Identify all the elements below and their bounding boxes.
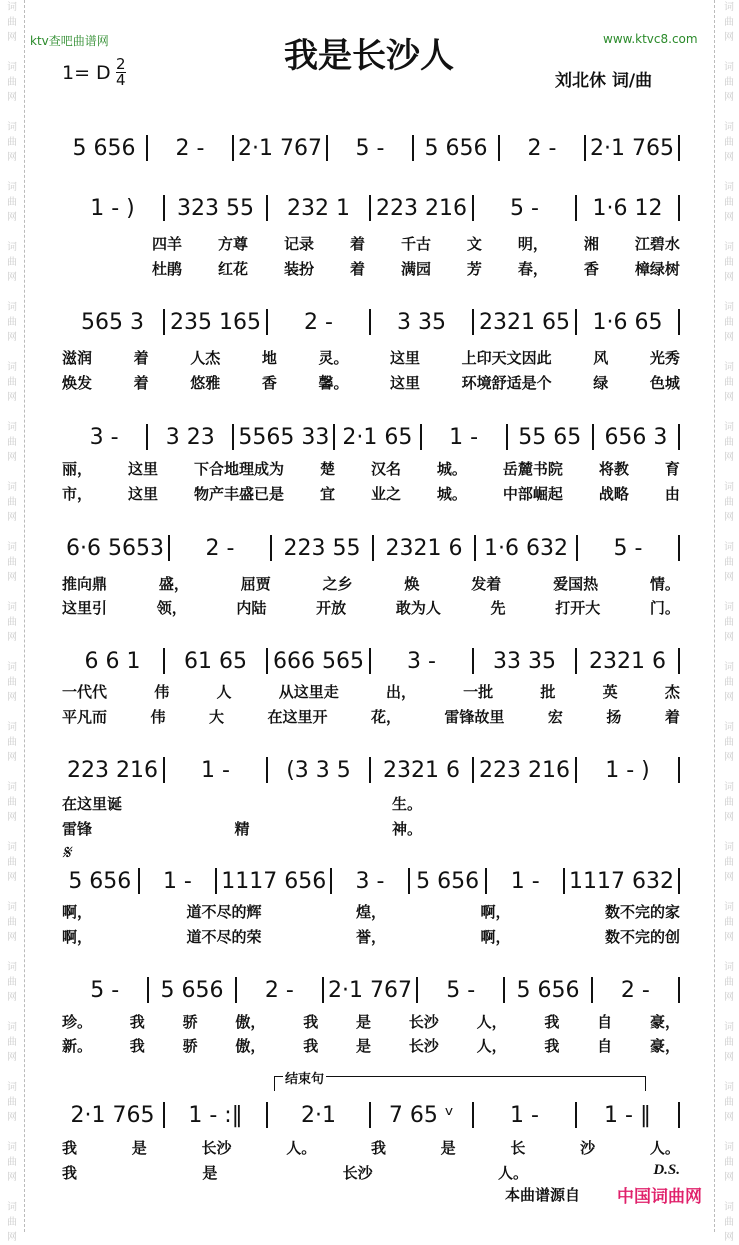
watermark-text: 词 曲 网 (7, 122, 17, 163)
watermark-text: 词 曲 网 (724, 2, 734, 43)
measure: 2·1 765 (586, 135, 680, 161)
watermark-text: 词 曲 网 (7, 902, 17, 943)
lyric-word: 地 (261, 349, 277, 367)
lyric-word: 伟 (150, 708, 166, 726)
watermark-text: 词 曲 网 (724, 1022, 734, 1063)
lyric-line-1 (62, 573, 680, 594)
lyric-word: 是 (355, 1013, 371, 1031)
lyric-word: 自 (597, 1037, 613, 1055)
lyric-word: 新。 (62, 1037, 93, 1055)
measure: 5 656 (414, 135, 500, 161)
lyric-word: 道不尽的荣 (186, 928, 262, 946)
watermark-text: 词 曲 网 (7, 1022, 17, 1063)
watermark-text: 词 曲 网 (7, 62, 17, 103)
lyric-word: 岳麓书院 (502, 460, 563, 478)
lyric-word: 花， (370, 708, 401, 726)
lyric-word: 一代代 (62, 683, 108, 701)
lyric-word: 屈贾 (240, 575, 271, 593)
lyric-line-2 (62, 1035, 680, 1056)
watermark-text: 词 曲 网 (724, 662, 734, 703)
measure: 2 - (237, 977, 324, 1003)
lyric-word: 芳 (466, 260, 482, 278)
lyric-word: 悠雅 (190, 374, 221, 392)
measure: 666 565 (268, 648, 371, 674)
lyric-word: 英 (602, 683, 618, 701)
footer-source-label: 本曲谱源自 (505, 1186, 581, 1204)
lyric-word: 一批 (463, 683, 494, 701)
ending-label: 结束句 (283, 1068, 326, 1087)
lyric-word: 大 (208, 708, 224, 726)
lyric-line-1 (62, 901, 680, 922)
lyric-word: 情。 (649, 575, 680, 593)
lyric-line-2 (62, 1162, 680, 1183)
watermark-text: 词 曲 网 (724, 962, 734, 1003)
lyric-word: 爱国热 (553, 575, 599, 593)
lyric-word: 啊， (62, 928, 93, 946)
measure: 1 - (140, 868, 218, 894)
lyric-word: 先 (490, 599, 506, 617)
measure: 1·6 12 (577, 195, 680, 221)
lyric-word: 焕发 (62, 374, 93, 392)
lyric-word: 人 (216, 683, 232, 701)
lyric-word: 这里 (390, 374, 421, 392)
lyric-line-2 (152, 258, 680, 279)
song-title: 我是长沙人 (284, 36, 454, 76)
lyric-word: 下合地理成为 (193, 460, 284, 478)
lyric-word: 市， (62, 485, 93, 503)
lyric-word: 这里 (127, 460, 158, 478)
lyric-word: 啊， (62, 903, 93, 921)
lyric-word: 数不完的家 (604, 903, 680, 921)
lyric-word: 我 (303, 1037, 319, 1055)
watermark-text: 词 曲 网 (724, 362, 734, 403)
watermark-text: 词 曲 网 (7, 422, 17, 463)
measure: 2·1 65 (335, 424, 421, 450)
lyric-word: 领， (156, 599, 187, 617)
lyric-word: 豪， (649, 1013, 680, 1031)
measure: 33 35 (474, 648, 577, 674)
measure: (3 3 5 (268, 757, 371, 783)
lyric-word: 这里 (390, 349, 421, 367)
key-signature: 1= D (62, 62, 111, 84)
lyric-word: 是 (355, 1037, 371, 1055)
watermark-text: 词 曲 网 (7, 2, 17, 43)
lyric-word: 丽， (62, 460, 93, 478)
lyric-word: 伟 (154, 683, 170, 701)
measure: 223 216 (474, 757, 577, 783)
lyric-word: 誉， (355, 928, 386, 946)
lyric-line-2 (62, 926, 680, 947)
measure: 5 - (474, 195, 577, 221)
measure: 2 - (170, 535, 272, 561)
lyric-word: 这里 (127, 485, 158, 503)
lyric-line-1 (62, 1137, 680, 1158)
lyric-word: 色城 (649, 374, 680, 392)
measure: 232 1 (268, 195, 371, 221)
lyric-line-1 (62, 1011, 680, 1032)
watermark-text: 词 曲 网 (7, 782, 17, 823)
lyric-word: 骄 (182, 1037, 198, 1055)
measure: 1117 656 (217, 868, 332, 894)
lyric-word: 我 (129, 1013, 145, 1031)
measure: 656 3 (594, 424, 680, 450)
lyric-word: 推向鼎 (62, 575, 108, 593)
lyric-word: 开放 (316, 599, 347, 617)
measure: 1 - (422, 424, 508, 450)
lyric-word: 神。 (391, 820, 422, 838)
measure: 2321 6 (577, 648, 680, 674)
measure: 2 - (148, 135, 234, 161)
watermark-text: 词 曲 网 (724, 602, 734, 643)
lyric-word: 沙 (580, 1139, 596, 1157)
lyric-word: 我 (62, 1139, 78, 1157)
measure: 2321 65 (474, 309, 577, 335)
measure: 1117 632 (565, 868, 680, 894)
measure: 5 - (328, 135, 414, 161)
lyric-word: 宜 (319, 485, 335, 503)
measure: 1 - (165, 757, 268, 783)
measure: 1 - ) (62, 195, 165, 221)
time-signature (116, 57, 126, 88)
measure: 223 216 (62, 757, 165, 783)
lyric-word: 千古 (400, 235, 431, 253)
measure: 2 - (268, 309, 371, 335)
watermark-text: 词 曲 网 (7, 362, 17, 403)
watermark-text: 词 曲 网 (7, 242, 17, 283)
lyric-word: 骄 (182, 1013, 198, 1031)
measure: 5 656 (62, 135, 148, 161)
lyric-word: 明， (517, 235, 548, 253)
measure: 5 656 (149, 977, 236, 1003)
lyric-line-2 (62, 483, 680, 504)
footer-source-site: 中国词曲网 (617, 1187, 702, 1207)
lyric-line-2 (62, 706, 680, 727)
lyric-word: 城。 (436, 460, 467, 478)
lyric-word: 方尊 (217, 235, 248, 253)
notation-row (62, 975, 680, 1005)
measure: 5 656 (62, 868, 140, 894)
lyric-line-1 (62, 458, 680, 479)
lyric-word: 长 (510, 1139, 526, 1157)
lyric-word: 物产丰盛已是 (193, 485, 284, 503)
watermark-text: 词 曲 网 (724, 242, 734, 283)
lyric-word: 雷锋故里 (444, 708, 505, 726)
measure: 3 - (332, 868, 410, 894)
lyric-word: 育 (664, 460, 680, 478)
lyric-word: 由 (664, 485, 680, 503)
lyric-word: 香 (583, 260, 599, 278)
notation-row (62, 1100, 680, 1130)
measure: 235 165 (165, 309, 268, 335)
measure: 2321 6 (371, 757, 474, 783)
lyric-word: 江碧水 (634, 235, 680, 253)
time-bottom: 4 (116, 71, 126, 89)
lyric-word: 发着 (471, 575, 502, 593)
watermark-text: 词 曲 网 (724, 482, 734, 523)
watermark-text: 词 曲 网 (724, 302, 734, 343)
lyric-word: 这里引 (62, 599, 108, 617)
lyric-line-1 (62, 793, 422, 814)
lyric-line-1 (152, 233, 680, 254)
lyric-word: 着 (664, 708, 680, 726)
watermark-text: 词 曲 网 (7, 1142, 17, 1183)
lyric-word: 批 (540, 683, 556, 701)
lyric-word: 满园 (400, 260, 431, 278)
watermark-text: 词 曲 网 (7, 722, 17, 763)
lyric-word: 盛， (158, 575, 189, 593)
watermark-text: 词 曲 网 (7, 662, 17, 703)
lyric-word: 杜鹃 (152, 260, 183, 278)
lyric-word: 着 (349, 260, 365, 278)
lyric-word: 着 (349, 235, 365, 253)
lyric-word: 人。 (286, 1139, 317, 1157)
lyric-word: 啊， (480, 928, 511, 946)
measure: 1 - (474, 1102, 577, 1128)
right-watermark-strip (714, 0, 739, 1243)
lyric-line-1 (62, 681, 680, 702)
measure: 1 - ) (577, 757, 680, 783)
lyric-word: 豪， (649, 1037, 680, 1055)
lyric-word: 绿 (593, 374, 609, 392)
watermark-text: 词 曲 网 (724, 1082, 734, 1123)
measure: 5 656 (410, 868, 488, 894)
lyric-word: 红花 (217, 260, 248, 278)
measure: 2·1 767 (234, 135, 328, 161)
lyric-word: 人杰 (190, 349, 221, 367)
lyric-word: 四羊 (152, 235, 183, 253)
measure: 2321 6 (374, 535, 476, 561)
lyric-word: 雷锋 (62, 820, 93, 838)
measure: 223 55 (272, 535, 374, 561)
measure: 2·1 767 (324, 977, 418, 1003)
measure: 323 55 (165, 195, 268, 221)
lyric-word: 人。 (497, 1164, 528, 1182)
lyric-word: 春， (517, 260, 548, 278)
lyric-word: 着 (133, 349, 149, 367)
author-credit: 刘北休 词/曲 (555, 71, 653, 91)
lyric-word: 人， (476, 1037, 507, 1055)
lyric-word: 是 (202, 1164, 218, 1182)
watermark-text: 词 曲 网 (7, 602, 17, 643)
time-top: 2 (116, 55, 126, 73)
lyric-word: 在这里诞 (62, 795, 123, 813)
lyric-line-1 (62, 347, 680, 368)
lyric-word: 我 (129, 1037, 145, 1055)
lyric-word: 宏 (547, 708, 563, 726)
lyric-word: 中部崛起 (502, 485, 563, 503)
lyric-word: 我 (544, 1037, 560, 1055)
lyric-word: 长沙 (408, 1013, 439, 1031)
lyric-word: 自 (597, 1013, 613, 1031)
lyric-word: 长沙 (342, 1164, 373, 1182)
lyric-word: 我 (370, 1139, 386, 1157)
watermark-text: 词 曲 网 (724, 62, 734, 103)
watermark-text: 词 曲 网 (724, 722, 734, 763)
watermark-text: 词 曲 网 (7, 482, 17, 523)
lyric-word: 门。 (649, 599, 680, 617)
measure: 3 - (62, 424, 148, 450)
lyric-word: 湘 (583, 235, 599, 253)
segno-sign: 𝄋 (62, 840, 71, 864)
lyric-word: 记录 (283, 235, 314, 253)
watermark-text: 词 曲 网 (7, 542, 17, 583)
lyric-word: 上印天文因此 (461, 349, 552, 367)
notation-row (62, 193, 680, 223)
measure: 5 - (418, 977, 505, 1003)
watermark-text: 词 曲 网 (7, 1202, 17, 1243)
lyric-word: 楚 (319, 460, 335, 478)
lyric-word: 我 (303, 1013, 319, 1031)
measure: 2 - (500, 135, 586, 161)
source-site-left: ktv查吧曲谱网 (30, 34, 109, 48)
source-site-right: www.ktvc8.com (603, 32, 698, 46)
lyric-word: 汉名 (370, 460, 401, 478)
measure: 5 - (62, 977, 149, 1003)
watermark-text: 词 曲 网 (724, 842, 734, 883)
measure: 3 - (371, 648, 474, 674)
lyric-word: 从这里走 (278, 683, 339, 701)
lyric-word: 敢为人 (395, 599, 441, 617)
lyric-word: 长沙 (201, 1139, 232, 1157)
lyric-word: 啊， (480, 903, 511, 921)
lyric-word: D.S. (653, 1162, 680, 1178)
lyric-word: 在这里开 (267, 708, 328, 726)
lyric-word: 馨。 (318, 374, 349, 392)
measure: 61 65 (165, 648, 268, 674)
lyric-word: 精 (234, 820, 250, 838)
watermark-text: 词 曲 网 (724, 422, 734, 463)
measure: 1·6 65 (577, 309, 680, 335)
measure: 7 65 ᵛ (371, 1102, 474, 1128)
notation-row (62, 866, 680, 896)
lyric-word: 长沙 (408, 1037, 439, 1055)
lyric-word: 文 (466, 235, 482, 253)
notation-row (62, 307, 680, 337)
lyric-word: 着 (133, 374, 149, 392)
lyric-word: 环境舒适是个 (461, 374, 552, 392)
lyric-word: 内陆 (236, 599, 267, 617)
lyric-word: 战略 (598, 485, 629, 503)
lyric-word: 出， (385, 683, 416, 701)
lyric-word: 我 (62, 1164, 78, 1182)
watermark-text: 词 曲 网 (724, 182, 734, 223)
measure: 3 23 (148, 424, 234, 450)
notation-row (62, 755, 680, 785)
lyric-word: 人， (476, 1013, 507, 1031)
lyric-word: 傲， (235, 1013, 266, 1031)
watermark-text: 词 曲 网 (724, 1202, 734, 1243)
measure: 5 - (578, 535, 680, 561)
lyric-word: 焕 (404, 575, 420, 593)
measure: 565 3 (62, 309, 165, 335)
lyric-word: 是 (131, 1139, 147, 1157)
watermark-text: 词 曲 网 (724, 782, 734, 823)
lyric-word: 灵。 (318, 349, 349, 367)
measure: 1 - ‖ (577, 1102, 680, 1128)
measure: 223 216 (371, 195, 474, 221)
measure: 3 35 (371, 309, 474, 335)
lyric-word: 生。 (391, 795, 422, 813)
watermark-text: 词 曲 网 (7, 842, 17, 883)
watermark-text: 词 曲 网 (7, 182, 17, 223)
watermark-text: 词 曲 网 (724, 1142, 734, 1183)
measure: 1 - (487, 868, 565, 894)
lyric-line-2 (62, 818, 422, 839)
measure: 6 6 1 (62, 648, 165, 674)
measure: 55 65 (508, 424, 594, 450)
lyric-word: 滋润 (62, 349, 93, 367)
watermark-text: 词 曲 网 (724, 542, 734, 583)
measure: 5 656 (505, 977, 592, 1003)
measure: 2 - (593, 977, 680, 1003)
watermark-text: 词 曲 网 (7, 1082, 17, 1123)
notation-row (62, 133, 680, 163)
lyric-word: 光秀 (649, 349, 680, 367)
lyric-word: 业之 (370, 485, 401, 503)
notation-row (62, 646, 680, 676)
lyric-word: 道不尽的辉 (186, 903, 262, 921)
lyric-word: 打开大 (555, 599, 601, 617)
lyric-line-2 (62, 372, 680, 393)
lyric-word: 风 (593, 349, 609, 367)
notation-row (62, 533, 680, 563)
lyric-word: 杰 (664, 683, 680, 701)
lyric-word: 香 (261, 374, 277, 392)
lyric-word: 我 (544, 1013, 560, 1031)
measure: 6·6 5653 (62, 535, 170, 561)
watermark-text: 词 曲 网 (7, 962, 17, 1003)
measure: 1·6 632 (476, 535, 578, 561)
lyric-word: 数不完的创 (604, 928, 680, 946)
lyric-word: 傲， (235, 1037, 266, 1055)
lyric-word: 装扮 (283, 260, 314, 278)
lyric-word: 之乡 (322, 575, 353, 593)
lyric-word: 城。 (436, 485, 467, 503)
lyric-word: 是 (440, 1139, 456, 1157)
measure: 5565 33 (234, 424, 335, 450)
lyric-word: 珍。 (62, 1013, 93, 1031)
lyric-word: 煌， (355, 903, 386, 921)
watermark-text: 词 曲 网 (7, 302, 17, 343)
watermark-text: 词 曲 网 (724, 122, 734, 163)
measure: 2·1 (268, 1102, 371, 1128)
measure: 1 - :‖ (165, 1102, 268, 1128)
lyric-word: 樟绿树 (634, 260, 680, 278)
notation-row (62, 422, 680, 452)
left-watermark-strip (0, 0, 25, 1243)
ending-bracket (274, 1072, 646, 1091)
lyric-word: 人。 (649, 1139, 680, 1157)
lyric-word: 扬 (606, 708, 622, 726)
lyric-word: 平凡而 (62, 708, 108, 726)
lyric-line-2 (62, 597, 680, 618)
lyric-word: 将教 (598, 460, 629, 478)
watermark-text: 词 曲 网 (724, 902, 734, 943)
measure: 2·1 765 (62, 1102, 165, 1128)
